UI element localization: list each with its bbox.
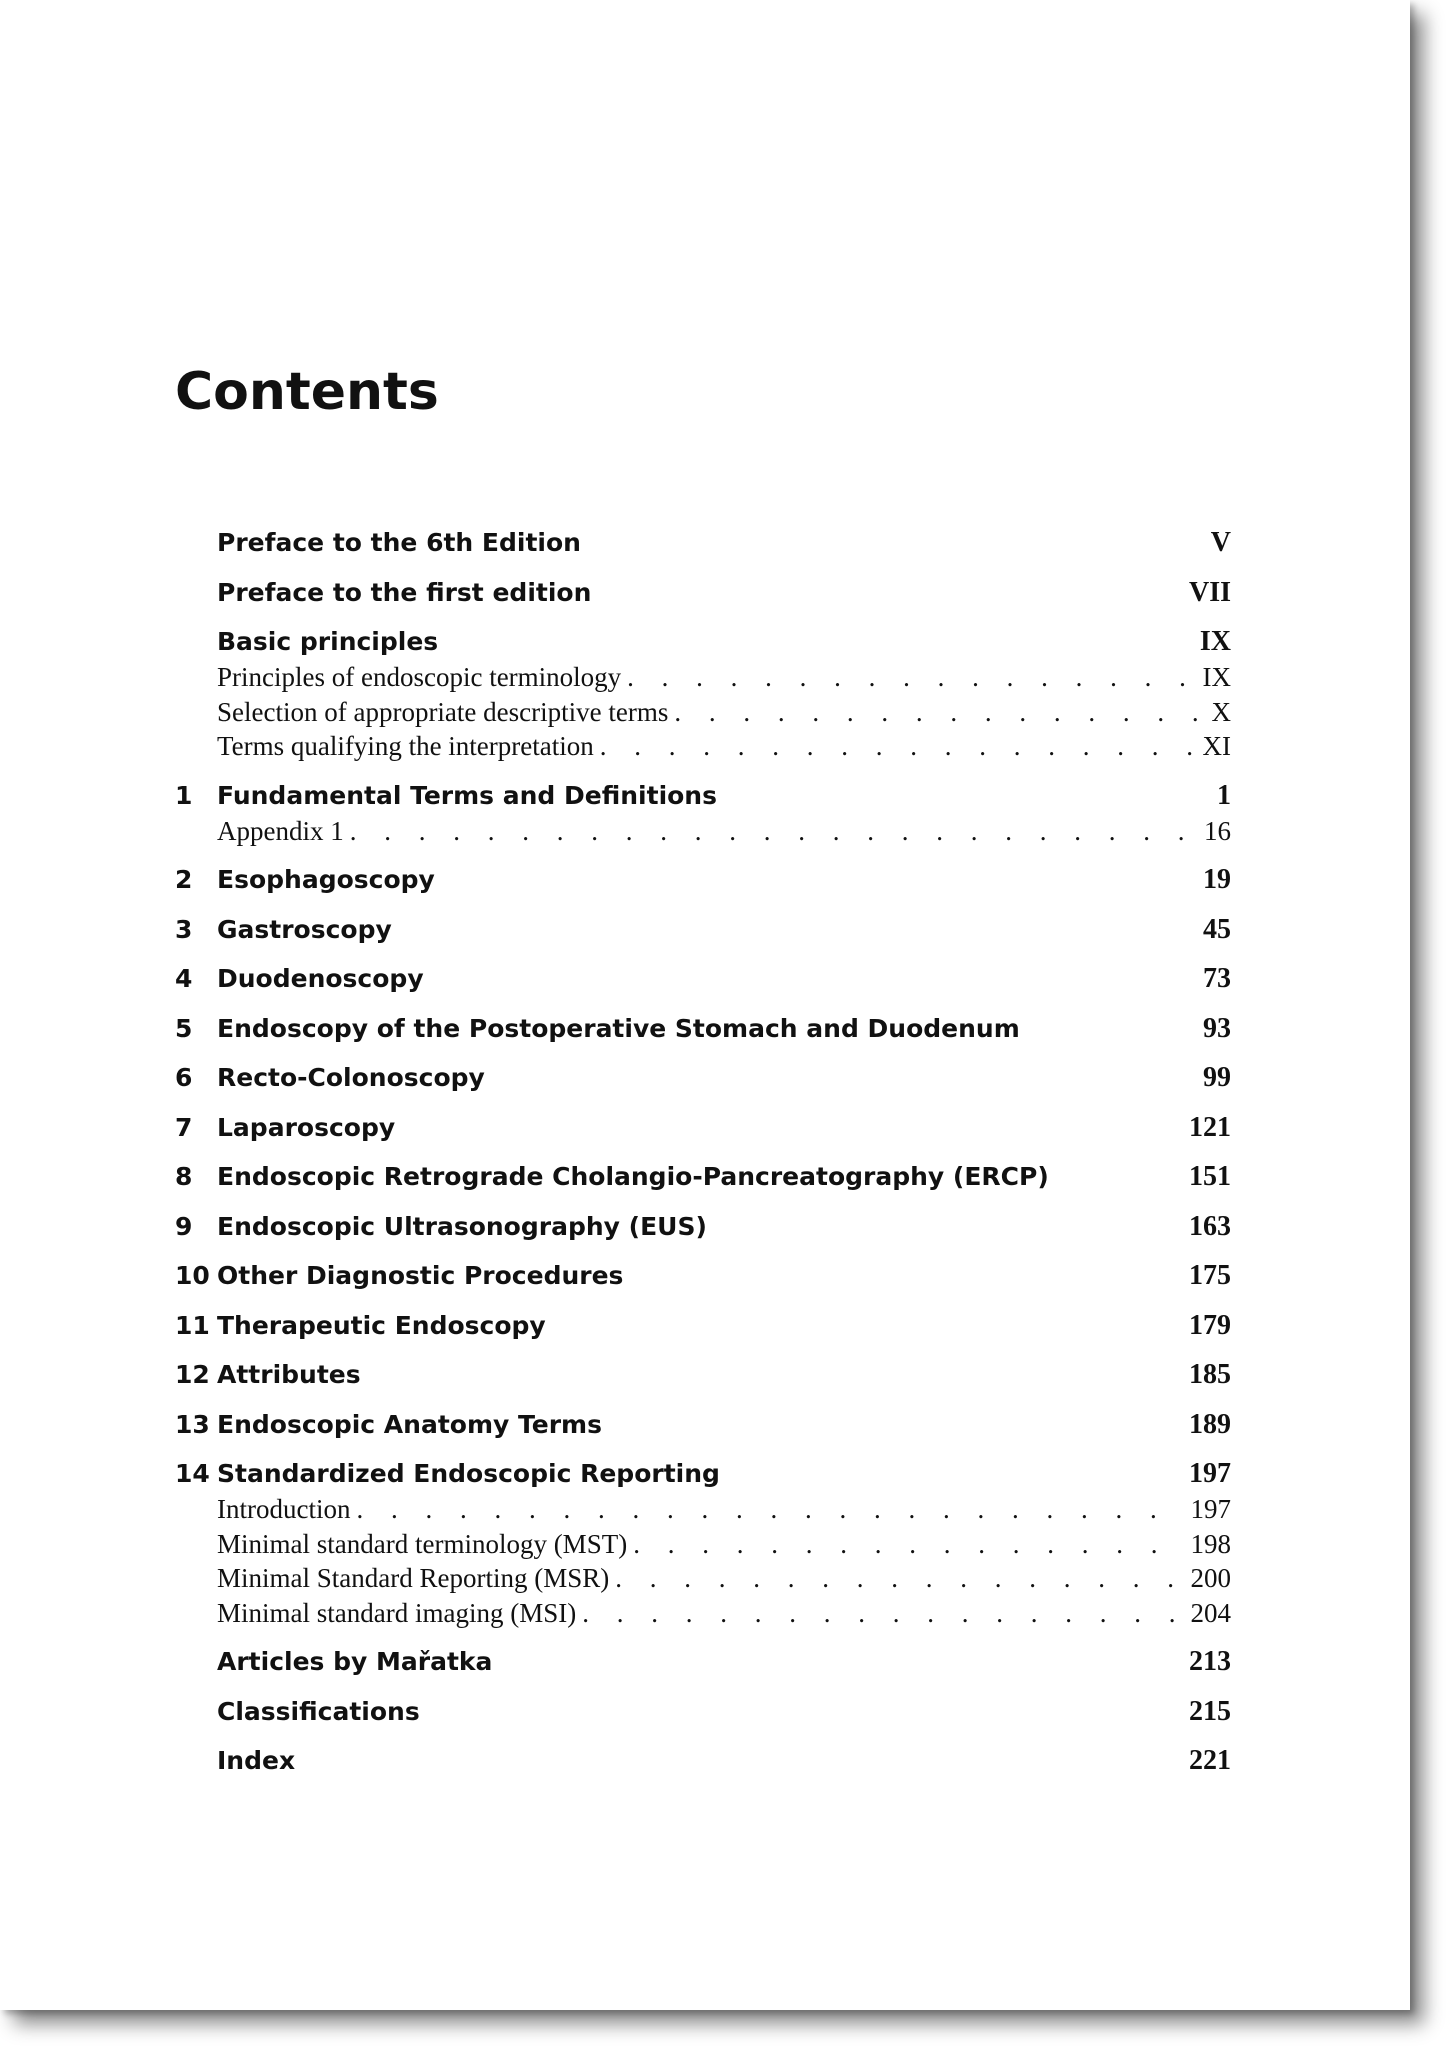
entry-title: Fundamental Terms and Definitions — [217, 780, 717, 810]
entry-title: Classifications — [217, 1696, 420, 1726]
subentry-title: Selection of appropriate descriptive terms — [217, 696, 669, 727]
subsection-list — [175, 662, 1231, 766]
chapter-number: 12 — [175, 1360, 210, 1389]
toc-entry[interactable] — [175, 577, 1231, 627]
chapter-number: 14 — [175, 1459, 210, 1488]
page-number: 151 — [1189, 1161, 1231, 1192]
page-number: 175 — [1189, 1260, 1231, 1291]
entry-title: Attributes — [217, 1360, 361, 1389]
subentry-page-number: 16 — [1204, 815, 1231, 846]
entry-title: Endoscopic Retrograde Cholangio-Pancreatography (ERCP) — [217, 1162, 1049, 1191]
toc-entry[interactable] — [175, 1359, 1231, 1409]
toc-subentry[interactable] — [175, 731, 1231, 766]
toc-entry[interactable] — [175, 1646, 1231, 1696]
dot-leader — [350, 816, 1196, 847]
table-of-contents — [175, 527, 1231, 1795]
entry-title: Standardized Endoscopic Reporting — [217, 1459, 720, 1488]
toc-entry[interactable] — [175, 963, 1231, 1013]
entry-title: Recto-Colonoscopy — [217, 1063, 485, 1092]
subentry-title: Introduction — [217, 1494, 351, 1524]
toc-entry[interactable] — [175, 780, 1231, 816]
entry-title: Articles by Mařatka — [217, 1647, 493, 1676]
toc-subentry[interactable] — [175, 816, 1231, 851]
subentry-page-number: X — [1211, 696, 1231, 727]
entry-title: Therapeutic Endoscopy — [217, 1310, 546, 1340]
chapter-number: 13 — [175, 1409, 210, 1439]
chapter-number: 11 — [175, 1310, 210, 1340]
entry-title: Endoscopic Anatomy Terms — [217, 1409, 602, 1439]
toc-subentry[interactable] — [175, 1563, 1231, 1598]
page-number: 189 — [1189, 1408, 1231, 1440]
chapter-number: 5 — [175, 1013, 193, 1043]
toc-entry[interactable] — [175, 1745, 1231, 1795]
page-number: 121 — [1189, 1111, 1231, 1143]
toc-entry[interactable] — [175, 1161, 1231, 1211]
entry-title: Esophagoscopy — [217, 865, 435, 894]
toc-entry[interactable] — [175, 1062, 1231, 1112]
dot-leader — [633, 1529, 1182, 1560]
chapter-number: 8 — [175, 1162, 193, 1191]
subentry-title: Minimal Standard Reporting (MSR) — [217, 1563, 610, 1593]
subentry-title: Minimal standard terminology (MST) — [217, 1528, 628, 1559]
subsection-list — [175, 1494, 1231, 1632]
toc-entry[interactable] — [175, 914, 1231, 964]
subentry-page-number: 198 — [1190, 1528, 1231, 1559]
subentry-page-number: XI — [1202, 731, 1231, 761]
dot-leader — [627, 662, 1194, 693]
subentry-title: Minimal standard imaging (MSI) — [217, 1597, 577, 1628]
page-number: 213 — [1189, 1646, 1231, 1677]
toc-subentry[interactable] — [175, 1494, 1231, 1529]
chapter-number: 10 — [175, 1261, 210, 1290]
toc-entry[interactable] — [175, 1458, 1231, 1494]
page-number: 163 — [1189, 1210, 1231, 1242]
subentry-title: Principles of endoscopic terminology — [217, 662, 622, 692]
page-number: 19 — [1203, 864, 1231, 895]
toc-entry[interactable] — [175, 1260, 1231, 1310]
page-title: Contents — [175, 362, 439, 422]
subentry-title: Appendix 1 — [217, 815, 344, 846]
page-number: 197 — [1189, 1458, 1231, 1489]
page-number: VII — [1188, 576, 1231, 608]
chapter-number: 6 — [175, 1063, 193, 1092]
entry-title: Preface to the 6th Edition — [217, 528, 581, 557]
toc-entry[interactable] — [175, 1409, 1231, 1459]
page-number: 215 — [1189, 1695, 1231, 1727]
dot-leader — [615, 1563, 1182, 1594]
toc-subentry[interactable] — [175, 662, 1231, 697]
chapter-number: 3 — [175, 914, 193, 944]
toc-entry[interactable] — [175, 1112, 1231, 1162]
toc-subentry[interactable] — [175, 1529, 1231, 1564]
toc-entry[interactable] — [175, 1696, 1231, 1746]
toc-entry[interactable] — [175, 527, 1231, 577]
entry-title: Laparoscopy — [217, 1112, 396, 1142]
toc-entry[interactable] — [175, 1013, 1231, 1063]
toc-entry[interactable] — [175, 626, 1231, 662]
chapter-number: 1 — [175, 780, 193, 810]
page-number: 93 — [1203, 1012, 1231, 1044]
entry-title: Index — [217, 1746, 296, 1775]
page-number: 45 — [1203, 913, 1231, 945]
entry-title: Duodenoscopy — [217, 964, 424, 993]
subentry-page-number: 204 — [1190, 1597, 1231, 1628]
entry-title: Preface to the first edition — [217, 577, 592, 607]
toc-subentry[interactable] — [175, 1598, 1231, 1633]
entry-title: Endoscopic Ultrasonography (EUS) — [217, 1211, 707, 1241]
entry-title: Other Diagnostic Procedures — [217, 1261, 624, 1290]
chapter-number: 4 — [175, 964, 193, 993]
toc-entry[interactable] — [175, 1211, 1231, 1261]
page-number: 99 — [1203, 1062, 1231, 1093]
chapter-number: 2 — [175, 865, 193, 894]
page-number: 1 — [1217, 779, 1231, 811]
page-number: IX — [1199, 626, 1231, 657]
entry-title: Basic principles — [217, 627, 439, 656]
subentry-page-number: 197 — [1190, 1494, 1231, 1524]
dot-leader — [600, 731, 1195, 762]
subentry-page-number: 200 — [1190, 1563, 1231, 1593]
page-number: 179 — [1189, 1309, 1231, 1341]
entry-title: Endoscopy of the Postoperative Stomach and Duodenum — [217, 1013, 1020, 1043]
chapter-number: 9 — [175, 1211, 193, 1241]
page-number: 221 — [1189, 1745, 1231, 1776]
chapter-number: 7 — [175, 1112, 193, 1142]
page-number: 185 — [1189, 1359, 1231, 1390]
toc-subentry[interactable] — [175, 697, 1231, 732]
toc-entry[interactable] — [175, 864, 1231, 914]
dot-leader — [356, 1494, 1182, 1525]
dot-leader — [582, 1598, 1182, 1629]
toc-entry[interactable] — [175, 1310, 1231, 1360]
subentry-title: Terms qualifying the interpretation — [217, 731, 594, 761]
subentry-page-number: IX — [1202, 662, 1231, 692]
page-number: V — [1210, 527, 1231, 558]
entry-title: Gastroscopy — [217, 914, 392, 944]
subsection-list — [175, 816, 1231, 851]
page-number: 73 — [1203, 963, 1231, 994]
dot-leader — [674, 697, 1203, 728]
